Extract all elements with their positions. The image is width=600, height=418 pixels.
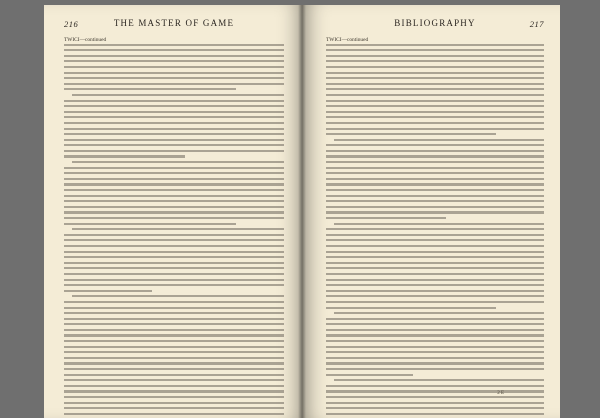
- book-spine-gutter: [298, 5, 306, 418]
- right-page: [302, 5, 560, 418]
- page-number-left: 216: [64, 19, 79, 29]
- section-continuation-label-right: TWICI—continued: [326, 37, 369, 43]
- running-title-left: THE MASTER OF GAME: [113, 18, 235, 28]
- page-number-right: 217: [529, 19, 544, 29]
- left-page-body: [64, 37, 284, 418]
- printer-signature: 2 E: [497, 391, 504, 396]
- running-title-right: BIBLIOGRAPHY: [394, 18, 476, 28]
- running-head-left: [64, 15, 284, 31]
- left-page: [44, 5, 304, 418]
- right-page-body: [326, 37, 544, 418]
- book-spread: [44, 5, 560, 418]
- running-head-right: [326, 15, 544, 31]
- section-continuation-label: TWICI—continued: [64, 37, 107, 43]
